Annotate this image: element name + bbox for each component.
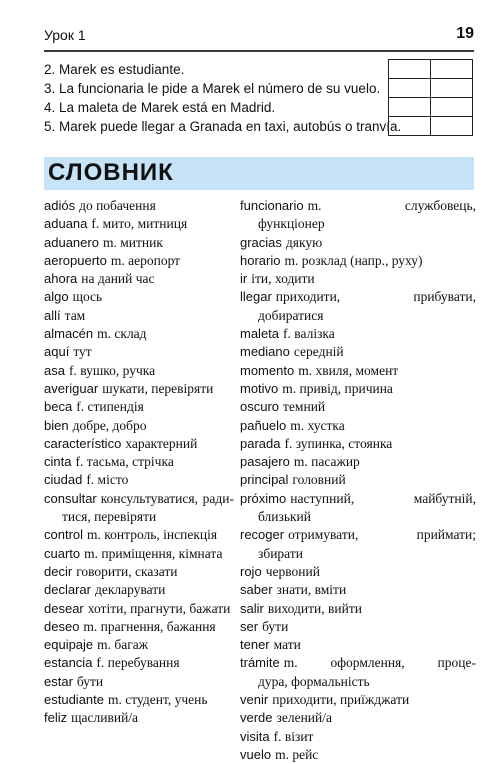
- vocab-headword: saber: [240, 582, 273, 598]
- vocab-headword: cuarto: [44, 545, 81, 561]
- vocab-entry: [44, 435, 234, 453]
- vocab-entry: [240, 526, 476, 563]
- vocab-headword: visita: [240, 728, 270, 744]
- vocab-gloss: дякую: [285, 234, 323, 250]
- vocab-gloss: m. склад: [97, 326, 147, 342]
- vocab-gloss: f. перебування: [96, 655, 180, 671]
- vocab-headword: próximo: [240, 490, 287, 506]
- vocab-headword: decir: [44, 563, 73, 579]
- vocab-gloss: m. оформлення, проце-: [283, 655, 476, 671]
- vocab-headword: rojo: [240, 563, 262, 579]
- vocab-gloss-continuation: добиратися: [258, 307, 324, 323]
- vocab-gloss: червоний: [265, 563, 320, 579]
- vocab-gloss: f. валізка: [283, 326, 335, 342]
- vocab-headword: ahora: [44, 271, 78, 287]
- vocab-gloss: m. багаж: [97, 637, 149, 653]
- vocab-entry: [240, 471, 476, 489]
- vocab-headword: motivo: [240, 380, 279, 396]
- vocab-headword: pasajero: [240, 454, 290, 470]
- vocab-headword: tener: [240, 637, 270, 653]
- answer-cell-true[interactable]: [389, 117, 431, 136]
- vocab-entry: [240, 343, 476, 361]
- answer-cell-false[interactable]: [431, 60, 473, 79]
- vocab-headword: característico: [44, 435, 122, 451]
- vocab-entry: [44, 362, 234, 380]
- vocab-gloss: m. привід, причина: [282, 380, 393, 396]
- vocab-headword: estudiante: [44, 692, 104, 708]
- vocab-gloss: характерний: [125, 435, 198, 451]
- vocab-gloss: m. розклад (напр., руху): [284, 252, 423, 268]
- vocab-entry: [44, 545, 234, 563]
- vocab-headword: declarar: [44, 582, 91, 598]
- vocab-gloss: знати, вміти: [276, 582, 347, 598]
- vocab-gloss: до побачення: [79, 198, 156, 213]
- vocab-headword: feliz: [44, 710, 68, 726]
- vocab-headword: oscuro: [240, 399, 280, 415]
- vocab-entry: [240, 362, 476, 380]
- vocab-headword: momento: [240, 362, 295, 378]
- vocab-headword: ser: [240, 618, 259, 634]
- vocab-gloss: бути: [262, 618, 289, 634]
- vocab-entry: [240, 453, 476, 471]
- statement-item: 5. Marek puede llegar a Granada en taxi, autobús o tranvía.: [44, 119, 402, 134]
- statement-item: 2. Marek es estudiante.: [44, 62, 185, 77]
- vocab-headword: principal: [240, 472, 289, 488]
- vocabulary-column-left: [44, 197, 234, 728]
- vocab-headword: averiguar: [44, 380, 99, 396]
- answer-grid: [388, 59, 473, 136]
- vocab-gloss: m. приміщення, кімната: [84, 545, 223, 561]
- vocab-entry: [44, 307, 234, 325]
- vocab-gloss: декларувати: [94, 582, 166, 598]
- vocab-headword: horario: [240, 252, 281, 268]
- vocab-gloss: отримувати, приймати;: [288, 527, 476, 543]
- vocab-entry: [44, 453, 234, 471]
- vocab-headword: control: [44, 527, 84, 543]
- vocabulary-column-right: [240, 197, 476, 764]
- vocab-entry: [44, 325, 234, 343]
- vocab-entry: [240, 563, 476, 581]
- vocab-gloss-continuation: близький: [258, 509, 311, 525]
- vocab-entry: [240, 417, 476, 435]
- vocab-entry: [44, 526, 234, 544]
- answer-cell-true[interactable]: [389, 98, 431, 117]
- vocab-headword: trámite: [240, 655, 280, 671]
- vocab-headword: recoger: [240, 527, 285, 543]
- vocab-entry: [240, 197, 476, 234]
- vocab-entry: [240, 398, 476, 416]
- vocab-headword: funcionario: [240, 198, 304, 213]
- vocabulary-heading-bar: [44, 157, 474, 190]
- vocab-gloss: f. зупинка, стоянка: [284, 435, 393, 451]
- vocab-headword: verde: [240, 710, 273, 726]
- vocab-gloss: приходити, прибувати,: [275, 289, 476, 305]
- vocab-headword: desear: [44, 600, 84, 616]
- vocab-entry: [240, 600, 476, 618]
- vocab-headword: deseo: [44, 618, 80, 634]
- vocab-entry: [240, 618, 476, 636]
- page-header: [44, 24, 474, 52]
- vocab-entry: [44, 197, 234, 215]
- vocab-gloss: f. візит: [273, 728, 314, 744]
- vocab-headword: salir: [240, 600, 264, 616]
- vocab-headword: ciudad: [44, 472, 83, 488]
- answer-cell-false[interactable]: [431, 117, 473, 136]
- vocab-gloss: тут: [73, 344, 92, 360]
- vocab-headword: almacén: [44, 326, 94, 342]
- vocab-gloss: m. пасажир: [293, 454, 360, 470]
- vocab-headword: maleta: [240, 326, 280, 342]
- vocab-headword: pañuelo: [240, 417, 287, 433]
- vocab-gloss: іти, ходити: [251, 271, 315, 287]
- vocab-gloss: середній: [293, 344, 344, 360]
- vocab-entry: [44, 673, 234, 691]
- vocab-headword: estancia: [44, 655, 93, 671]
- vocab-gloss: добре, добро: [72, 417, 147, 433]
- vocab-headword: asa: [44, 362, 65, 378]
- vocab-headword: ir: [240, 271, 248, 287]
- answer-cell-true[interactable]: [389, 79, 431, 98]
- vocab-gloss: m. митник: [102, 234, 163, 250]
- vocab-entry: [44, 691, 234, 709]
- vocab-entry: [240, 654, 476, 691]
- vocab-gloss: m. прагнення, бажання: [83, 618, 216, 634]
- vocab-entry: [44, 252, 234, 270]
- vocab-entry: [240, 636, 476, 654]
- answer-cell-false[interactable]: [431, 79, 473, 98]
- vocab-entry: [44, 234, 234, 252]
- answer-cell-true[interactable]: [389, 60, 431, 79]
- vocab-headword: bien: [44, 417, 69, 433]
- vocab-headword: parada: [240, 435, 281, 451]
- vocab-entry: [240, 288, 476, 325]
- vocab-gloss: щось: [72, 289, 103, 305]
- vocab-headword: estar: [44, 673, 73, 689]
- vocab-entry: [240, 380, 476, 398]
- vocab-entry: [44, 270, 234, 288]
- vocab-entry: [44, 600, 234, 618]
- vocab-gloss: там: [64, 307, 86, 323]
- vocabulary-title: СЛОВНИК: [48, 159, 174, 186]
- vocab-entry: [240, 435, 476, 453]
- vocab-gloss: консультуватися, ради-: [100, 490, 234, 506]
- vocab-headword: beca: [44, 399, 73, 415]
- vocab-entry: [44, 654, 234, 672]
- vocab-entry: [44, 636, 234, 654]
- vocab-gloss: f. місто: [86, 472, 129, 488]
- vocab-gloss: темний: [283, 399, 326, 415]
- vocab-headword: vuelo: [240, 746, 272, 762]
- vocab-headword: aduanero: [44, 234, 99, 250]
- vocab-headword: aeropuerto: [44, 252, 107, 268]
- vocab-entry: [240, 581, 476, 599]
- vocab-gloss: m. рейс: [275, 746, 319, 762]
- vocab-entry: [240, 252, 476, 270]
- vocab-gloss: мати: [273, 637, 301, 653]
- page-number: 19: [456, 25, 474, 42]
- vocab-entry: [240, 728, 476, 746]
- vocab-entry: [240, 325, 476, 343]
- vocab-gloss: виходити, вийти: [267, 600, 362, 616]
- vocab-entry: [240, 270, 476, 288]
- vocab-gloss: m. контроль, інспекція: [87, 527, 218, 543]
- vocab-gloss-continuation: функціонер: [258, 216, 325, 232]
- vocab-entry: [240, 234, 476, 252]
- vocab-entry: [44, 581, 234, 599]
- vocab-gloss: головний: [292, 472, 346, 488]
- vocab-entry: [44, 288, 234, 306]
- vocab-gloss: f. тасьма, стрічка: [75, 454, 174, 470]
- vocab-gloss: приходити, приїжджати: [272, 692, 410, 708]
- vocab-headword: aduana: [44, 216, 88, 232]
- vocab-headword: equipaje: [44, 637, 94, 653]
- lesson-label: Урок 1: [44, 27, 86, 43]
- vocab-entry: [44, 490, 234, 527]
- statement-list: [44, 60, 402, 136]
- vocab-entry: [240, 490, 476, 527]
- vocab-gloss: зелений/а: [276, 710, 333, 726]
- vocab-headword: mediano: [240, 344, 290, 360]
- vocab-gloss: f. мито, митниця: [91, 216, 188, 232]
- vocab-gloss: говорити, сказати: [76, 563, 178, 579]
- vocab-entry: [44, 417, 234, 435]
- vocab-gloss: m. студент, учень: [108, 692, 208, 708]
- vocab-headword: cinta: [44, 454, 72, 470]
- statement-item: 3. La funcionaria le pide a Marek el número de su vuelo.: [44, 81, 381, 96]
- vocab-entry: [44, 563, 234, 581]
- vocab-headword: llegar: [240, 289, 272, 305]
- vocab-gloss-continuation: тися, перевіряти: [62, 509, 157, 525]
- vocab-entry: [240, 746, 476, 764]
- vocab-gloss-continuation: збирати: [258, 545, 303, 561]
- vocab-entry: [44, 618, 234, 636]
- vocab-gloss: шукати, перевіряти: [102, 380, 214, 396]
- vocab-headword: adiós: [44, 198, 76, 213]
- vocab-gloss: m. хвиля, момент: [298, 362, 399, 378]
- vocab-gloss: m. службовець,: [307, 198, 476, 213]
- vocab-entry: [240, 709, 476, 727]
- vocab-entry: [44, 380, 234, 398]
- vocab-entry: [44, 709, 234, 727]
- vocab-headword: allí: [44, 307, 61, 323]
- vocab-gloss: бути: [76, 673, 104, 689]
- vocab-entry: [44, 215, 234, 233]
- vocab-gloss: хотіти, прагнути, бажати: [87, 600, 231, 616]
- vocab-gloss: щасливий/а: [71, 710, 139, 726]
- vocab-entry: [44, 471, 234, 489]
- vocab-entry: [44, 343, 234, 361]
- vocab-headword: consultar: [44, 490, 97, 506]
- vocab-headword: aquí: [44, 344, 70, 360]
- vocab-entry: [44, 398, 234, 416]
- vocab-gloss: f. стипендія: [76, 399, 144, 415]
- vocab-headword: algo: [44, 289, 69, 305]
- vocab-gloss-continuation: дура, формальність: [258, 673, 370, 689]
- vocab-headword: gracias: [240, 234, 282, 250]
- vocab-gloss: наступний, майбутній,: [290, 490, 476, 506]
- vocab-entry: [240, 691, 476, 709]
- vocab-gloss: m. хустка: [290, 417, 345, 433]
- statement-item: 4. La maleta de Marek está en Madrid.: [44, 100, 276, 115]
- answer-cell-false[interactable]: [431, 98, 473, 117]
- vocab-gloss: m. аеропорт: [110, 252, 181, 268]
- vocab-gloss: f. вушко, ручка: [68, 362, 156, 378]
- vocab-gloss: на даний час: [81, 271, 155, 287]
- vocab-headword: venir: [240, 692, 269, 708]
